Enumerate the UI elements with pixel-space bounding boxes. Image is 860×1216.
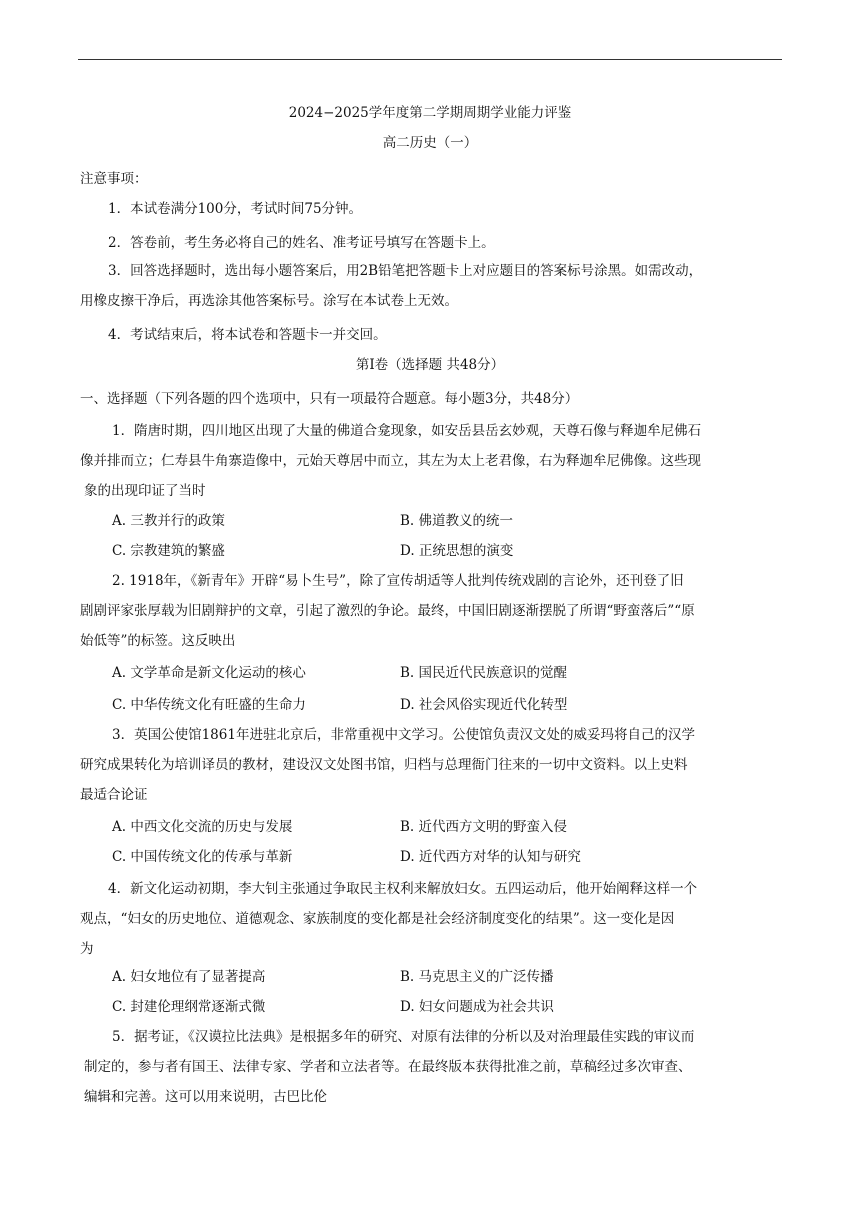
q1-option-b: B. 佛道教义的统一 <box>400 513 514 529</box>
q1-option-d: D. 正统思想的演变 <box>400 543 514 559</box>
q2-option-a: A. 文学革命是新文化运动的核心 <box>112 665 306 681</box>
q1-option-a: A. 三教并行的政策 <box>112 513 225 529</box>
exam-subtitle: 高二历史（一） <box>382 135 478 151</box>
q3-line-3: 最适合论证 <box>80 787 148 803</box>
q3-option-b: B. 近代西方文明的野蛮入侵 <box>400 819 568 835</box>
q3-option-c: C. 中国传统文化的传承与革新 <box>112 849 293 865</box>
note-item-2: 2．答卷前，考生务必将自己的姓名、准考证号填写在答题卡上。 <box>108 235 495 251</box>
q4-option-b: B. 马克思主义的广泛传播 <box>400 969 554 985</box>
section-instruction: 一、选择题（下列各题的四个选项中，只有一项最符合题意。每小题3分，共48分） <box>80 391 579 407</box>
q3-option-d: D. 近代西方对华的认知与研究 <box>400 849 581 865</box>
note-item-1: 1．本试卷满分100分，考试时间75分钟。 <box>108 201 363 217</box>
q3-line-1: 3．英国公使馆1861年进驻北京后，非常重视中文学习。公使馆负责汉文处的威妥玛将自己的汉学 <box>112 727 695 743</box>
note-item-4: 4．考试结束后，将本试卷和答题卡一并交回。 <box>108 327 387 343</box>
header-rule <box>78 59 782 60</box>
q4-line-2: 观点，“妇女的历史地位、道德观念、家族制度的变化都是社会经济制度变化的结果”。这一变化是因 <box>80 911 675 927</box>
q1-line-3: 象的出现印证了当时 <box>84 483 206 499</box>
note-item-3-line-1: 3．回答选择题时，选出每小题答案后，用2B铅笔把答题卡上对应题目的答案标号涂黑。如需改动， <box>108 263 703 279</box>
q2-option-b: B. 国民近代民族意识的觉醒 <box>400 665 568 681</box>
q2-option-c: C. 中华传统文化有旺盛的生命力 <box>112 697 306 713</box>
note-item-3-line-2: 用橡皮擦干净后，再选涂其他答案标号。涂写在本试卷上无效。 <box>80 293 458 309</box>
q2-option-d: D. 社会风俗实现近代化转型 <box>400 697 568 713</box>
q4-line-1: 4．新文化运动初期，李大钊主张通过争取民主权利来解放妇女。五四运动后，他开始阐释这样一个 <box>108 881 698 897</box>
q1-line-1: 1．隋唐时期，四川地区出现了大量的佛道合龛现象，如安岳县岳玄妙观，天尊石像与释迦牟尼佛石 <box>112 423 702 439</box>
q4-line-3: 为 <box>80 941 94 957</box>
q5-line-1: 5．据考证，《汉谟拉比法典》是根据多年的研究、对原有法律的分析以及对治理最佳实践的审议而 <box>112 1029 695 1045</box>
q2-line-1: 2. 1918年，《新青年》开辟“易卜生号”，除了宣传胡适等人批判传统戏剧的言论外，还刊登了旧 <box>112 573 684 589</box>
q2-line-2: 剧剧评家张厚载为旧剧辩护的文章，引起了激烈的争论。最终，中国旧剧逐渐摆脱了所谓“野蛮落后”“原 <box>80 603 695 619</box>
q3-line-2: 研究成果转化为培训译员的教材，建设汉文处图书馆，归档与总理衙门往来的一切中文资料。以上史料 <box>80 757 688 773</box>
q1-line-2: 像并排而立；仁寿县牛角寨造像中，元始天尊居中而立，其左为太上老君像，右为释迦牟尼佛像。这些现 <box>80 453 701 469</box>
q5-line-3: 编辑和完善。这可以用来说明，古巴比伦 <box>84 1089 327 1105</box>
q2-line-3: 始低等”的标签。这反映出 <box>80 633 236 649</box>
q3-option-a: A. 中西文化交流的历史与发展 <box>112 819 293 835</box>
q1-option-c: C. 宗教建筑的繁盛 <box>112 543 225 559</box>
section-title: 第I卷（选择题 共48分） <box>355 357 505 373</box>
q5-line-2: 制定的，参与者有国王、法律专家、学者和立法者等。在最终版本获得批准之前，草稿经过多次审查、 <box>84 1059 692 1075</box>
exam-title: 2024−2025学年度第二学期周期学业能力评鉴 <box>288 105 572 121</box>
notes-heading: 注意事项： <box>80 171 148 187</box>
q4-option-d: D. 妇女问题成为社会共识 <box>400 999 554 1015</box>
q4-option-a: A. 妇女地位有了显著提高 <box>112 969 266 985</box>
q4-option-c: C. 封建伦理纲常逐渐式微 <box>112 999 266 1015</box>
